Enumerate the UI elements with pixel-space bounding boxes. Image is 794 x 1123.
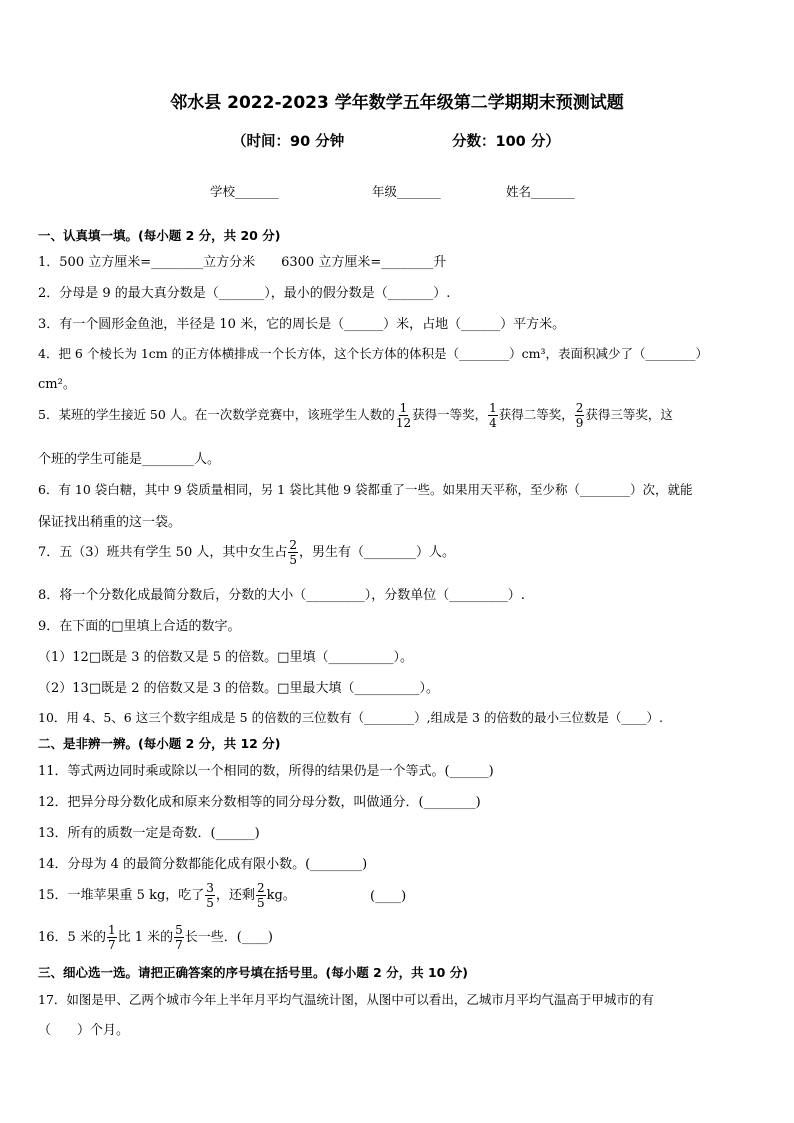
section-heading-1: 一、认真填一填。(每小题 2 分，共 20 分) [38, 228, 281, 243]
question-10: 10．用 4、5、6 这三个数字组成是 5 的倍数的三位数有（________）,组成是 3 的倍数的最小三位数是（____）. [38, 710, 663, 725]
question-15-answer-blank: (____) [370, 889, 407, 904]
question-3: 3．有一个圆形金鱼池，半径是 10 米，它的周长是（______）米，占地（______）平方米。 [38, 317, 566, 332]
question-5-text: 5．某班的学生接近 50 人。在一次数学竞赛中，该班学生人数的 [38, 407, 395, 422]
question-5-cont: 个班的学生可能是________人。 [38, 452, 221, 467]
question-13: 13．所有的质数一定是奇数．(______) [38, 826, 260, 841]
question-17: 17．如图是甲、乙两个城市今年上半年月平均气温统计图，从图中可以看出，乙城市月平均气温高于甲城市的有 [38, 992, 654, 1007]
question-5: 5．某班的学生接近 50 人。在一次数学竞赛中，该班学生人数的 $\frac{1}{12}$ 获得一等奖， $\frac{1}{4}$ 获得二等奖， $\frac{2}{9}$ 获得三等奖，这 [38, 401, 673, 430]
fraction: $\frac{2}{9}$ [575, 401, 584, 430]
question-9: 9．在下面的□里填上合适的数字。 [38, 619, 241, 634]
question-8: 8．将一个分数化成最简分数后，分数的大小（_________），分数单位（_________）. [38, 588, 525, 603]
question-6-cont: 保证找出稍重的这一袋。 [38, 515, 182, 530]
question-17-cont: （ ）个月。 [38, 1023, 130, 1038]
fraction: $\frac{3}{5}$ [206, 881, 214, 910]
fraction: $\frac{5}{7}$ [175, 923, 183, 952]
page-title: 邻水县 2022-2023 学年数学五年级第二学期期末预测试题 [170, 93, 624, 113]
question-4: 4．把 6 个棱长为 1cm 的正方体横排成一个长方体，这个长方体的体积是（________）cm³，表面积减少了（________） [38, 346, 708, 361]
fraction: $\frac{1}{12}$ [395, 401, 412, 430]
exam-score: 分数：100 分） [452, 134, 560, 150]
section-heading-2: 二、是非辨一辨。(每小题 2 分，共 12 分) [38, 736, 281, 751]
question-9-1: （1）12□既是 3 的倍数又是 5 的倍数。□里填（__________）。 [38, 650, 413, 665]
question-12: 12．把异分母分数化成和原来分数相等的同分母分数，叫做通分．(________) [38, 795, 481, 810]
question-6: 6．有 10 袋白糖，其中 9 袋质量相同，另 1 袋比其他 9 袋都重了一些。如果用天平称，至少称（________）次，就能 [38, 482, 693, 497]
grade-field: 年级_______ [372, 184, 441, 199]
question-11: 11．等式两边同时乘或除以一个相同的数，所得的结果仍是一个等式。(______) [38, 764, 494, 779]
question-14: 14．分母为 4 的最简分数都能化成有限小数。(________) [38, 857, 368, 872]
question-16: 16．5 米的 $\frac{1}{7}$ 比 1 米的 $\frac{5}{7}$ 长一些．(____) [38, 923, 273, 952]
question-7: 7．五（3）班共有学生 50 人，其中女生占 $\frac{2}{5}$ ，男生有（________）人。 [38, 538, 456, 567]
question-15: 15．一堆苹果重 5 kg，吃了 $\frac{3}{5}$ ，还剩 $\frac{2}{5}$ kg。 [38, 881, 296, 910]
school-field: 学校_______ [210, 184, 279, 199]
question-1: 1．500 立方厘米=________立方分米 6300 立方厘米=________升 [38, 255, 447, 270]
fraction: $\frac{2}{5}$ [289, 538, 297, 567]
fraction: $\frac{2}{5}$ [256, 881, 265, 910]
question-9-2: （2）13□既是 2 的倍数又是 3 的倍数。□里最大填（__________）。 [38, 681, 439, 696]
question-2: 2．分母是 9 的最大真分数是（_______），最小的假分数是（_______）. [38, 286, 451, 301]
exam-time: （时间：90 分钟 [232, 134, 345, 150]
fraction: $\frac{1}{4}$ [489, 401, 497, 430]
fraction: $\frac{1}{7}$ [107, 923, 116, 952]
question-4-cont: cm²。 [38, 377, 76, 392]
section-heading-3: 三、细心选一选。请把正确答案的序号填在括号里。(每小题 2 分，共 10 分) [38, 965, 468, 980]
name-field: 姓名_______ [506, 184, 575, 199]
